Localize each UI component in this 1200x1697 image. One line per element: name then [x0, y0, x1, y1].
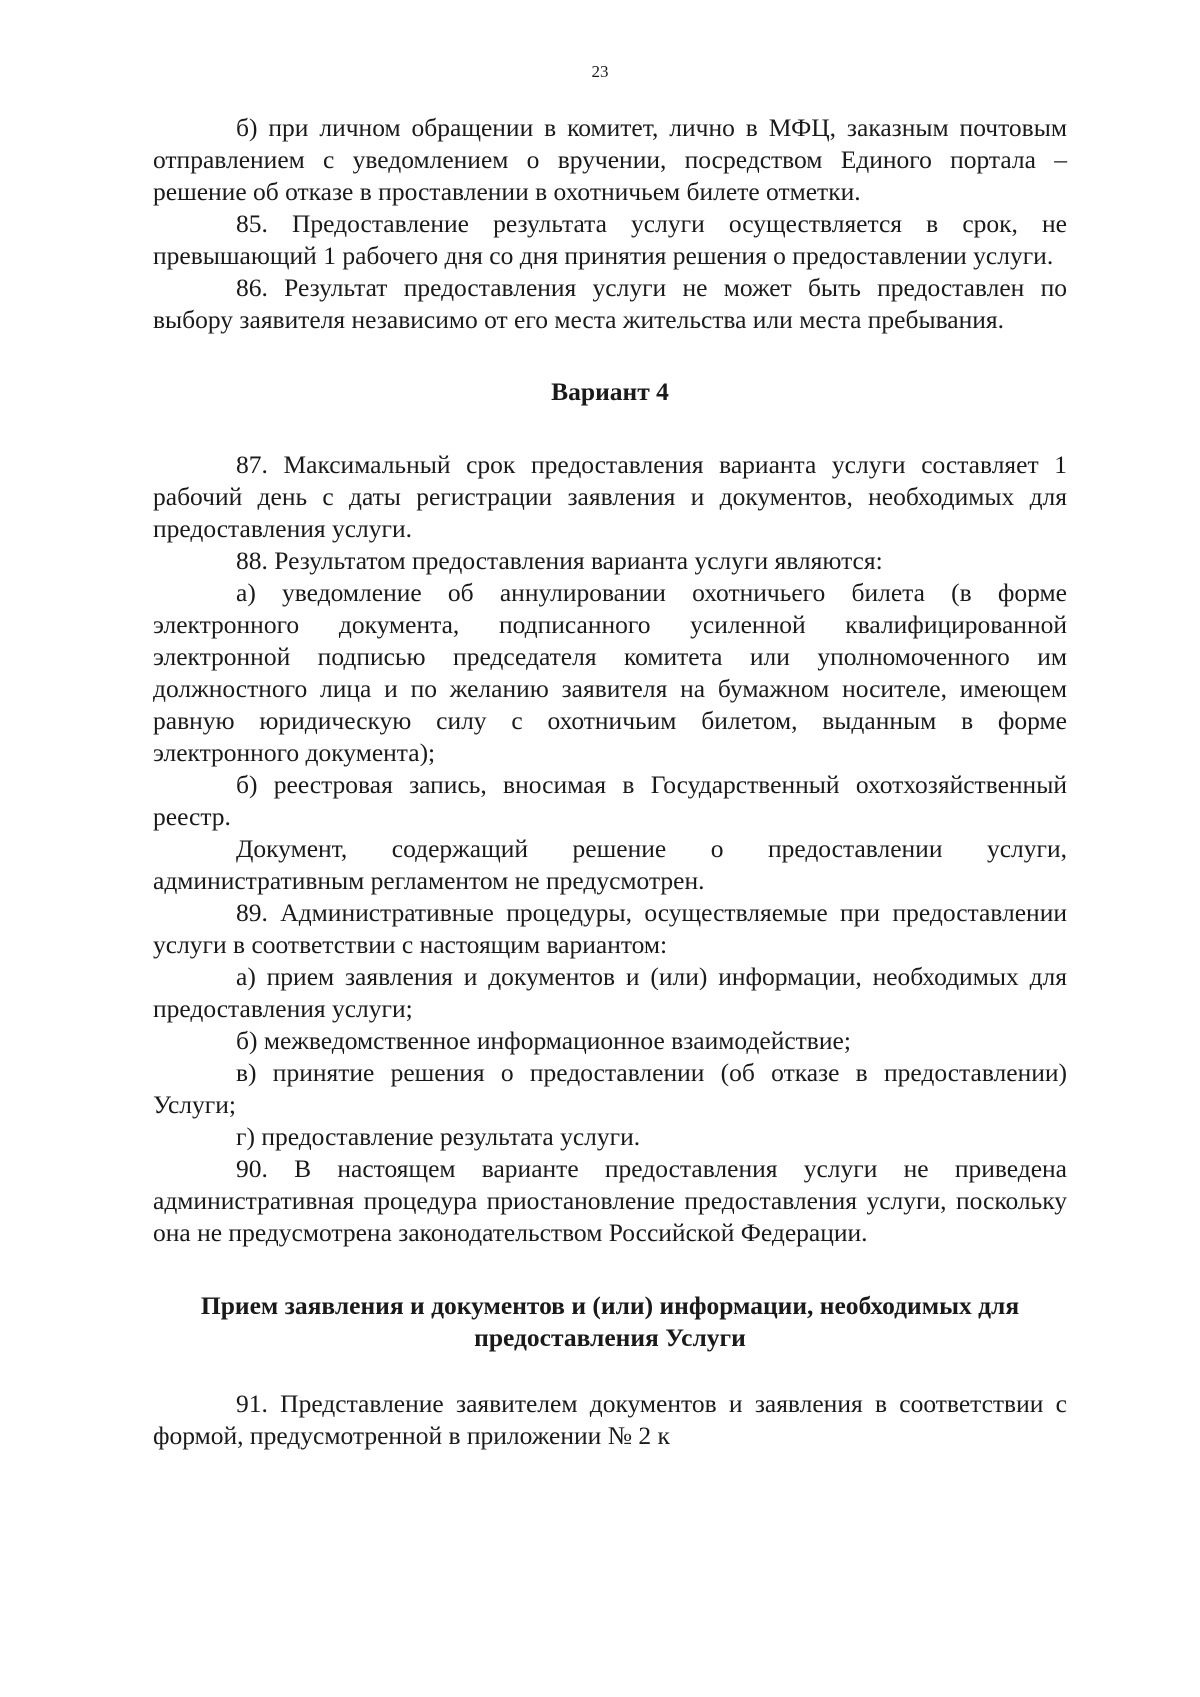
paragraph-87: 87. Максимальный срок предоставления варианта услуги составляет 1 рабочий день с даты регистрации заявления и документов, необходимых для предоставления услуги.: [153, 450, 1067, 543]
paragraph-85: 85. Предоставление результата услуги осуществляется в срок, не превышающий 1 рабочего дня со дня принятия решения о предоставлении услуги.: [153, 209, 1067, 270]
paragraph-88: 88. Результатом предоставления варианта услуги являются:: [236, 546, 883, 575]
section-heading-reception: Прием заявления и документов и (или) информации, необходимых для предоставления Услуги: [200, 1291, 1020, 1352]
paragraph-89v: в) принятие решения о предоставлении (об отказе в предоставлении) Услуги;: [153, 1058, 1067, 1119]
paragraph-89b: б) межведомственное информационное взаимодействие;: [236, 1026, 851, 1055]
paragraph-91: 91. Представление заявителем документов и заявления в соответствии с формой, предусмотренной в приложении № 2 к: [153, 1389, 1067, 1450]
section-heading-variant-4: Вариант 4: [551, 377, 669, 406]
paragraph-document-note: Документ, содержащий решение о предоставлении услуги, административным регламентом не предусмотрен.: [153, 834, 1067, 895]
paragraph-89: 89. Административные процедуры, осуществляемые при предоставлении услуги в соответствии с настоящим вариантом:: [153, 898, 1067, 959]
paragraph-84b: б) при личном обращении в комитет, лично в МФЦ, заказным почтовым отправлением с уведомлением о вручении, посредством Единого портала – решение об отказе в проставлении в охотничьем билете отметки.: [153, 113, 1067, 206]
paragraph-88b: б) реестровая запись, вносимая в Государственный охотхозяйственный реестр.: [153, 770, 1067, 831]
paragraph-86: 86. Результат предоставления услуги не может быть предоставлен по выбору заявителя независимо от его места жительства или места пребывания.: [153, 273, 1067, 334]
paragraph-90: 90. В настоящем варианте предоставления услуги не приведена административная процедура приостановление предоставления услуги, поскольку она не предусмотрена законодательством Российской Федерации.: [153, 1154, 1067, 1247]
paragraph-89a: а) прием заявления и документов и (или) информации, необходимых для предоставления услуги;: [153, 962, 1067, 1023]
page-number: 23: [591, 62, 609, 81]
document-body: [153, 112, 1067, 1452]
paragraph-89g: г) предоставление результата услуги.: [236, 1122, 641, 1151]
paragraph-88a: а) уведомление об аннулировании охотничьего билета (в форме электронного документа, подписанного усиленной квалифицированной электронной подписью председателя комитета или уполномоченного им должностного лица и по желанию заявителя на бумажном носителе, имеющем равную юридическую силу с охотничьим билетом, выданным в форме электронного документа);: [153, 578, 1067, 767]
